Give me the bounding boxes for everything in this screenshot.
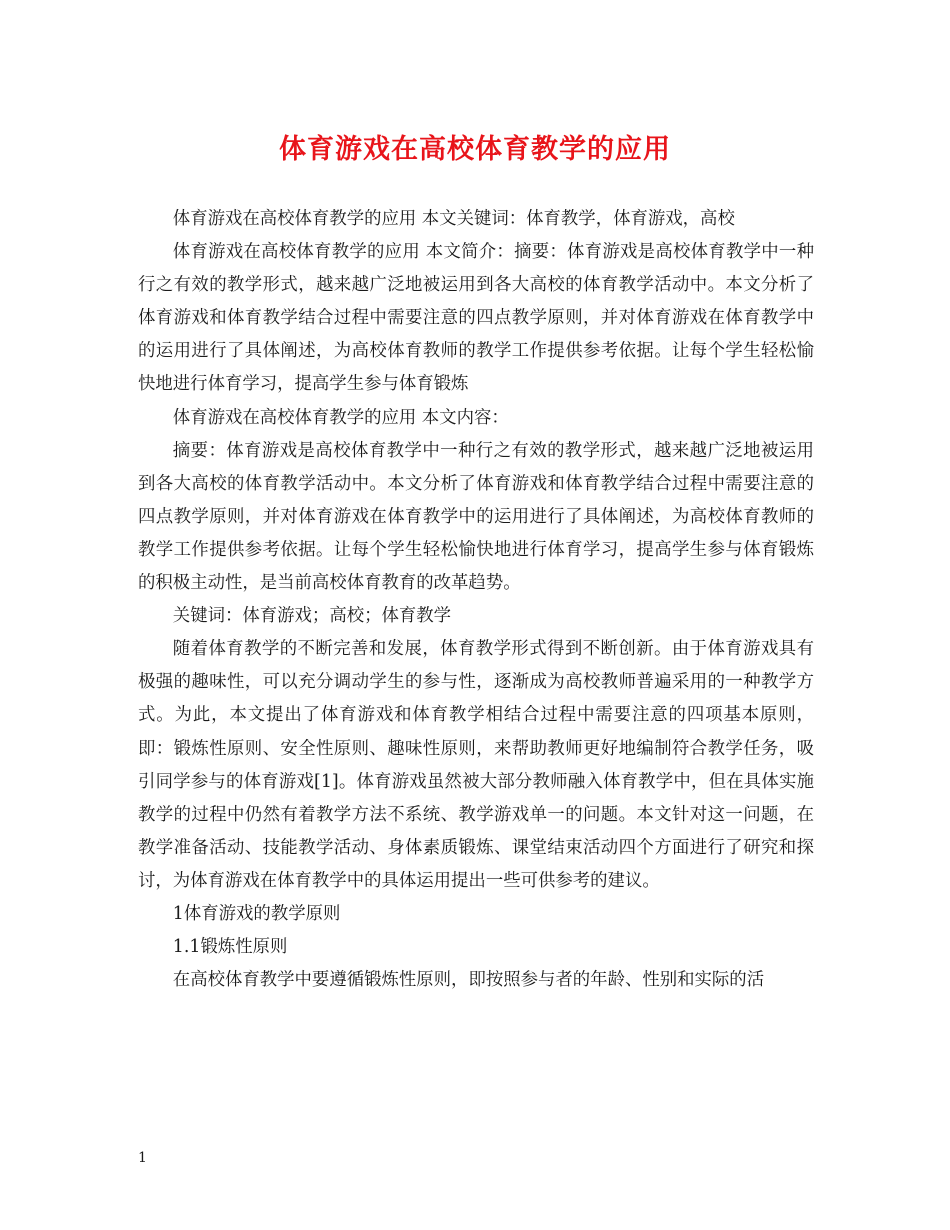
document-title: 体育游戏在高校体育教学的应用	[279, 134, 671, 165]
paragraph-summary-intro: 体育游戏在高校体育教学的应用 本文简介：摘要：体育游戏是高校体育教学中一种行之有效的教学形式，越来越广泛地被运用到各大高校的体育教学活动中。本文分析了体育游戏和体育教学结合过程中需要注意的四点教学原则，并对体育游戏在体育教学中的运用进行了具体阐述，为高校体育教师的教学工作提供参考依据。让每个学生轻松愉快地进行体育学习，提高学生参与体育锻炼	[138, 242, 814, 395]
section-heading-1-1: 1.1锻炼性原则	[172, 937, 288, 958]
paragraph-keywords: 关键词：体育游戏；高校；体育教学	[172, 606, 452, 627]
paragraph-introduction: 随着体育教学的不断完善和发展，体育教学形式得到不断创新。由于体育游戏具有极强的趣味性，可以充分调动学生的参与性，逐渐成为高校教师普遍采用的一种教学方式。为此，本文提出了体育游戏和体育教学相结合过程中需要注意的四项基本原则，即：锻炼性原则、安全性原则、趣味性原则，来帮助教师更好地编制符合教学任务，吸引同学参与的体育游戏[1]。体育游戏虽然被大部分教师融入体育教学中，但在具体实施教学的过程中仍然有着教学方法不系统、教学游戏单一的问题。本文针对这一问题，在教学准备活动、技能教学活动、身体素质锻炼、课堂结束活动四个方面进行了研究和探讨，为体育游戏在体育教学中的具体运用提出一些可供参考的建议。	[138, 639, 814, 891]
section-heading-1: 1体育游戏的教学原则	[172, 903, 341, 924]
paragraph-keywords-line: 体育游戏在高校体育教学的应用 本文关键词：体育教学，体育游戏，高校	[172, 209, 735, 229]
paragraph-section-1-1: 在高校体育教学中要遵循锻炼性原则，即按照参与者的年龄、性别和实际的活	[172, 970, 765, 991]
paragraph-abstract: 摘要：体育游戏是高校体育教学中一种行之有效的教学形式，越来越广泛地被运用到各大高校的体育教学活动中。本文分析了体育游戏和体育教学结合过程中需要注意的四点教学原则，并对体育游戏在体育教学中的运用进行了具体阐述，为高校体育教师的教学工作提供参考依据。让每个学生轻松愉快地进行体育学习，提高学生参与体育锻炼的积极主动性，是当前高校体育教育的改革趋势。	[138, 440, 814, 594]
paragraph-content-heading: 体育游戏在高校体育教学的应用 本文内容：	[172, 407, 509, 428]
page-number: 1	[138, 1150, 147, 1166]
document-body	[138, 203, 814, 997]
